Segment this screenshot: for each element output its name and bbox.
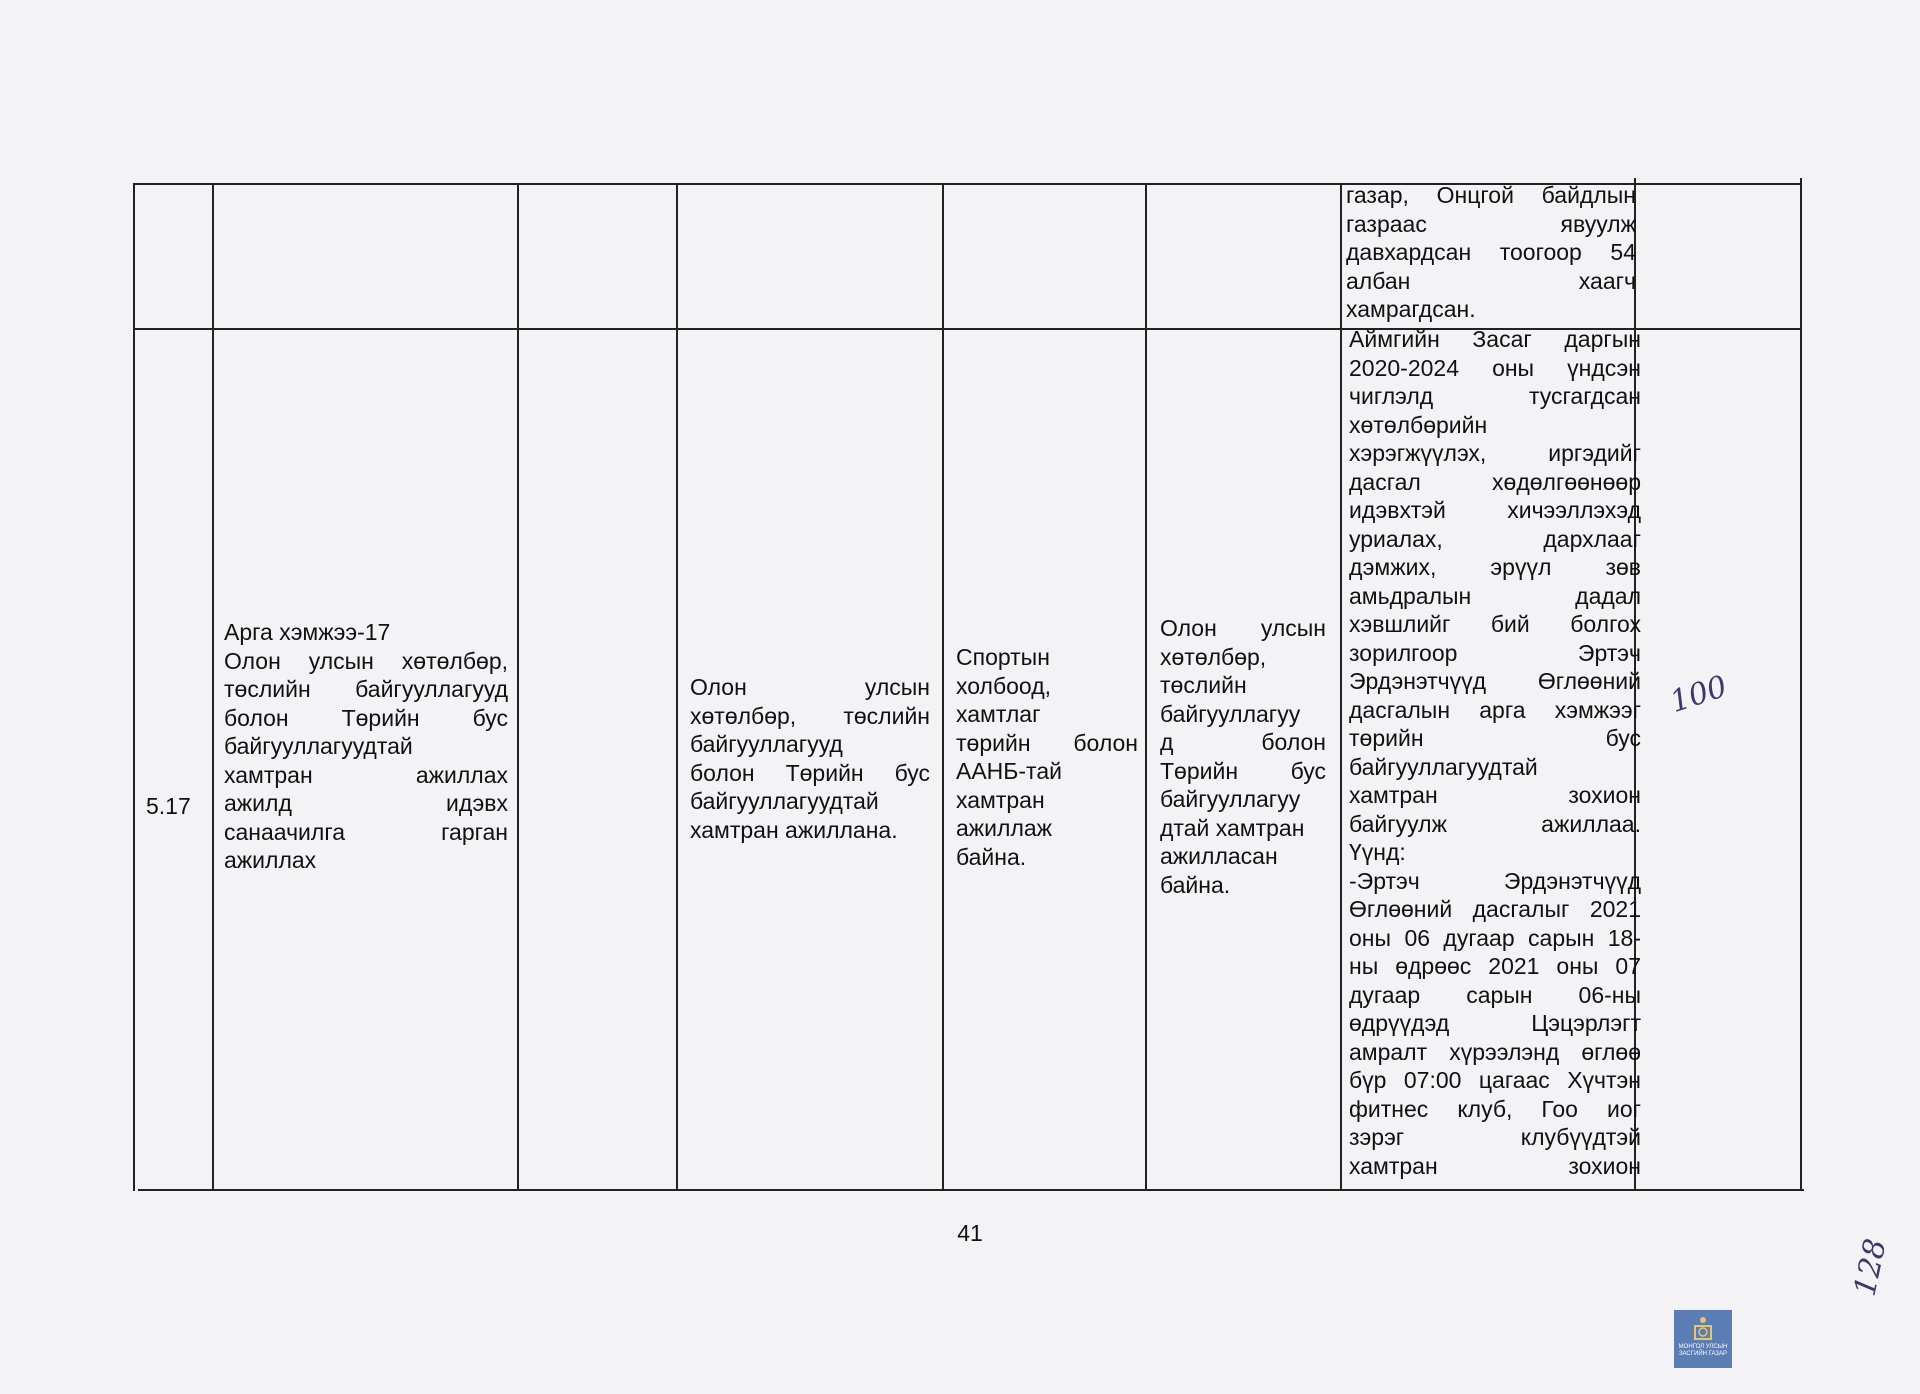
cell-line: төрийн бус <box>1349 725 1641 751</box>
cell-line: байгуулж ажиллаа. <box>1349 810 1641 837</box>
table-line <box>138 1189 1804 1191</box>
margin-handwritten-number: 128 <box>1847 1235 1894 1300</box>
cell-line: ажилласан <box>1160 843 1278 869</box>
soyombo-icon <box>1692 1316 1714 1342</box>
cell-line: албан хаагч <box>1346 267 1636 294</box>
cell-line: газраас явуулж <box>1346 210 1636 237</box>
cell-line: өдрүүдэд Цэцэрлэгт <box>1349 1010 1641 1036</box>
cell-line: хөтөлбөр, төслийн <box>690 702 930 729</box>
cell-line: 2020-2024 оны үндсэн <box>1349 354 1641 381</box>
cell-line: дасгалын арга хэмжээг <box>1349 696 1641 723</box>
cell-line: хөтөлбөр, <box>1160 643 1267 670</box>
table-line <box>517 183 519 1191</box>
cell-line: Олон улсын <box>690 674 930 700</box>
cell-line: ажиллаж <box>956 815 1053 841</box>
cell-line: дэмжих, эрүүл зөв <box>1349 554 1641 580</box>
results-cell <box>1349 325 1641 1180</box>
cell-line: хэрэгжүүлэх, иргэдийг <box>1349 440 1641 466</box>
cell-line: байгууллагуудтай <box>1349 753 1538 780</box>
table-line <box>212 183 214 1191</box>
table-line <box>676 183 678 1191</box>
table-line <box>1340 183 1342 1191</box>
cell-line: чиглэлд тусгагдсан <box>1349 383 1641 409</box>
table-line <box>942 183 944 1191</box>
cell-line: бүр 07:00 цагаас Хүчтэн <box>1349 1067 1641 1093</box>
cell-line: байгууллагуудтай <box>224 733 413 759</box>
cell-line: байгууллагуу <box>1160 786 1301 812</box>
measure-cell <box>224 618 508 875</box>
cell-line: болон Төрийн бус <box>690 759 930 786</box>
row1-result-cell <box>1346 181 1636 324</box>
cell-line: д болон <box>1160 729 1326 755</box>
cell-line: дугаар сарын 06-ны <box>1349 981 1641 1008</box>
cell-line: газар, Онцгой байдлын <box>1346 182 1636 208</box>
cell-line: амьдралын дадал <box>1349 582 1641 609</box>
logo-text-line: МОНГОЛ УЛСЫН <box>1678 1344 1728 1350</box>
cell-line: төслийн <box>1160 672 1247 698</box>
cell-line: хамтран ажиллана. <box>690 816 898 843</box>
cell-line: ААНБ-тай <box>956 758 1062 784</box>
cell-line: хамтран <box>956 786 1045 813</box>
cell-line: болон Төрийн бус <box>224 704 508 731</box>
cell-line: байгууллагуудтай <box>690 788 879 814</box>
cell-line: хамтран зохион <box>1349 782 1641 808</box>
cell-line: Спортын <box>956 644 1050 670</box>
logo-text-line: ЗАСГИЙН ГАЗАР <box>1678 1351 1728 1357</box>
cell-line: ажилд идэвх <box>224 790 508 816</box>
cell-line: амралт хүрээлэнд өглөө <box>1349 1038 1641 1065</box>
cell-line: холбоод, <box>956 672 1052 699</box>
handwritten-score: 100 <box>1665 669 1732 720</box>
cell-line: оны 06 дугаар сарын 18- <box>1349 924 1641 951</box>
planned-activity-cell <box>690 673 930 844</box>
cell-line: Олон улсын хөтөлбөр, <box>224 647 508 674</box>
cell-line: байгууллагууд <box>690 731 843 757</box>
cell-line: ны өдрөөс 2021 оны 07 <box>1349 953 1641 979</box>
cell-line: фитнес клуб, Гоо иог <box>1349 1095 1641 1122</box>
table-line <box>1800 178 1802 1191</box>
cell-line: уриалах, дархлааг <box>1349 525 1641 552</box>
cell-line: төслийн байгууллагууд <box>224 676 508 702</box>
cell-line: Үүнд: <box>1349 839 1406 865</box>
cell-line: хамтлаг <box>956 701 1041 727</box>
cell-line: -Эртэч Эрдэнэтчүүд <box>1349 867 1641 894</box>
cell-line: санаачилга гарган <box>224 818 508 845</box>
cell-line: ажиллах <box>224 847 317 873</box>
cell-line: байгууллагуу <box>1160 700 1301 727</box>
cell-line: хамтран ажиллах <box>224 761 508 788</box>
cell-line: хамтран зохион <box>1349 1152 1641 1179</box>
cell-line: хамрагдсан. <box>1346 296 1476 322</box>
row-number: 5.17 <box>146 793 191 819</box>
table-line <box>133 183 135 1191</box>
table-line <box>1145 183 1147 1191</box>
page-number: 41 <box>957 1220 983 1246</box>
cell-line: давхардсан тоогоор 54 <box>1346 239 1636 265</box>
cell-line: Олон улсын <box>1160 615 1326 641</box>
cell-line: Өглөөний дасгалыг 2021 <box>1349 896 1641 922</box>
cell-line: зорилгоор Эртэч <box>1349 639 1641 666</box>
cell-line: байна. <box>1160 871 1231 898</box>
cell-line: байна. <box>956 843 1027 870</box>
cell-line: идэвхтэй хичээллэхэд <box>1349 497 1641 523</box>
cell-line: дасгал хөдөлгөөнөөр <box>1349 468 1641 495</box>
status-cell <box>956 643 1138 871</box>
government-seal-logo <box>1674 1310 1732 1368</box>
cell-line: хэвшлийг бий болгох <box>1349 611 1641 637</box>
cell-line: зэрэг клубүүдтэй <box>1349 1124 1641 1150</box>
implementation-cell <box>1160 614 1326 899</box>
cell-line: Арга хэмжээ-17 <box>224 619 391 645</box>
cell-line: Аймгийн Засаг даргын <box>1349 326 1641 352</box>
cell-line: дтай хамтран <box>1160 814 1305 841</box>
cell-line: хөтөлбөрийн <box>1349 411 1488 438</box>
cell-line: Эрдэнэтчүүд Өглөөний <box>1349 668 1641 694</box>
cell-line: төрийн болон <box>956 729 1138 756</box>
cell-line: Төрийн бус <box>1160 757 1326 784</box>
